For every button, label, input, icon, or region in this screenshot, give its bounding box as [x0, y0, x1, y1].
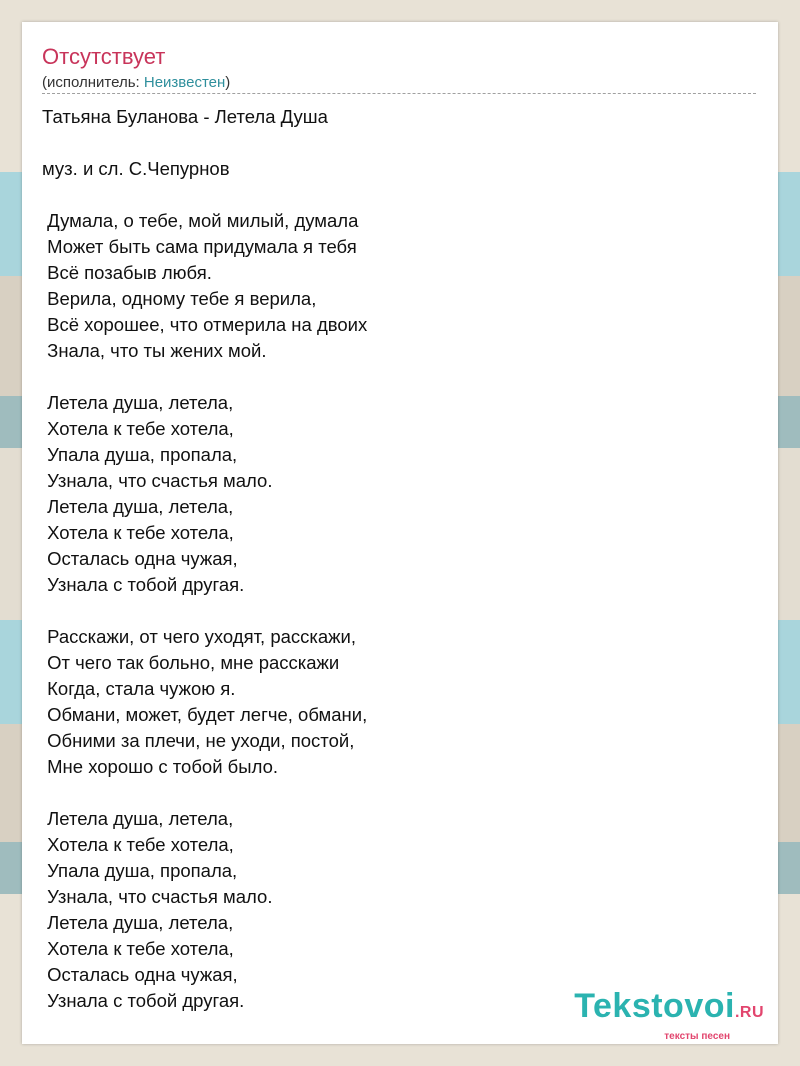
logo-name: Tekstovoi: [574, 987, 735, 1025]
artist-suffix: ): [225, 74, 231, 91]
divider: [42, 93, 756, 94]
logo-tld: .RU: [734, 1004, 764, 1021]
song-title: Отсутствует: [42, 44, 166, 69]
lyrics-card: [22, 22, 778, 1044]
artist-prefix: (исполнитель:: [42, 74, 144, 91]
artist-line: [42, 74, 230, 92]
artist-link[interactable]: Неизвестен: [143, 74, 226, 91]
logo-wordmark: [574, 988, 764, 1031]
site-logo[interactable]: [574, 988, 764, 1042]
lyrics-text: Татьяна Буланова - Летела Душа муз. и сл. С.Чепурнов Думала, о тебе, мой милый, думала Может быть сама придумала я тебя Всё позабыв любя. Верила, одному тебе я верила, Всё хорошее, что отмерила на двоих Знала, что ты жених мой. Летела душа, летела, Хотела к тебе хотела, Упала душа, пропала, Узнала, что счастья мало. Летела душа, летела, Хотела к тебе хотела, Осталась одна чужая, Узнала с тобой другая. Расскажи, от чего уходят, расскажи, От чего так больно, мне расскажи Когда, стала чужою я. Обмани, может, будет легче, обмани, Обними за плечи, не уходи, постой, Мне хорошо с тобой было. Летела душа, летела, Хотела к тебе хотела, Упала душа, пропала, Узнала, что счастья мало. Летела душа, летела, Хотела к тебе хотела, Осталась одна чужая, Узнала с тобой другая.: [42, 106, 368, 1011]
logo-tagline: тексты песен: [664, 1031, 730, 1042]
